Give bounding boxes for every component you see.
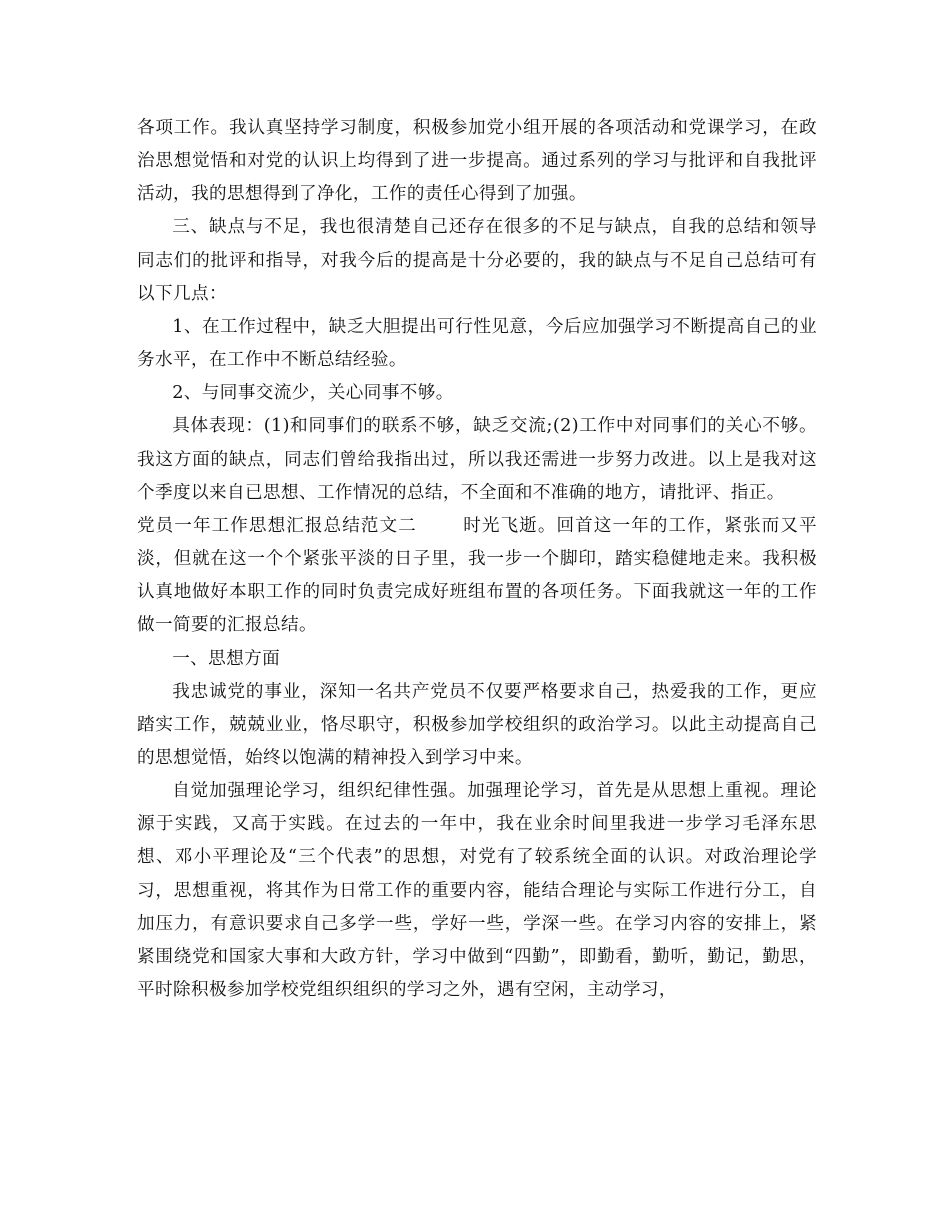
paragraph-theory-study: 自觉加强理论学习，组织纪律性强。加强理论学习，首先是从思想上重视。理论源于实践，又高于实践。在过去的一年中，我在业余时间里我进一步学习毛泽东思想、邓小平理论及“三个代表”的思想，对党有了较系统全面的认识。对政治理论学习，思想重视，将其作为日常工作的重要内容，能结合理论与实际工作进行分工，自加压力，有意识要求自己多学一些，学好一些，学深一些。在学习内容的安排上，紧紧围绕党和国家大事和大政方针，学习中做到“四勤”，即勤看，勤听，勤记，勤思，平时除积极参加学校党组织组织的学习之外，遇有空闲，主动学习， bbox=[137, 781, 817, 1001]
paragraph-shortcomings: 三、缺点与不足，我也很清楚自己还存在很多的不足与缺点，自我的总结和领导同志们的批评和指导，对我今后的提高是十分必要的，我的缺点与不足自己总结可有以下几点： bbox=[137, 217, 817, 304]
paragraph-specifics: 具体表现：(1)和同事们的联系不够，缺乏交流;(2)工作中对同事们的关心不够。我这方面的缺点，同志们曾给我指出过，所以我还需进一步努力改进。以上是我对这个季度以来自已思想、工作情况的总结，不全面和不准确的地方，请批评、指正。 bbox=[137, 416, 817, 503]
section-two-paragraph bbox=[137, 510, 817, 643]
heading-ideology: 一、思想方面 bbox=[172, 648, 281, 669]
document-page bbox=[137, 112, 817, 1007]
paragraph-point-1: 1、在工作过程中，缺乏大胆提出可行性见意，今后应加强学习不断提高自己的业务水平，在工作中不断总结经验。 bbox=[137, 316, 817, 371]
section-intro: 时光飞逝。回首这一年的工作，紧张而又平淡，但就在这一个个紧张平淡的日子里，我一步一个脚印，踏实稳健地走来。我积极认真地做好本职工作的同时负责完成好班组布置的各项任务。下面我就这一年的工作做一简要的汇报总结。 bbox=[137, 515, 817, 636]
section-title: 党员一年工作思想汇报总结范文二 bbox=[137, 515, 417, 536]
paragraph-loyalty: 我忠诚党的事业，深知一名共产党员不仅要严格要求自己，热爱我的工作，更应踏实工作，兢兢业业，恪尽职守，积极参加学校组织的政治学习。以此主动提高自己的思想觉悟，始终以饱满的精神投入到学习中来。 bbox=[137, 681, 817, 768]
paragraph-point-2: 2、与同事交流少，关心同事不够。 bbox=[172, 383, 454, 404]
paragraph-work-study: 各项工作。我认真坚持学习制度，积极参加党小组开展的各项活动和党课学习，在政治思想觉悟和对党的认识上均得到了进一步提高。通过系列的学习与批评和自我批评活动，我的思想得到了净化，工作的责任心得到了加强。 bbox=[137, 118, 817, 205]
